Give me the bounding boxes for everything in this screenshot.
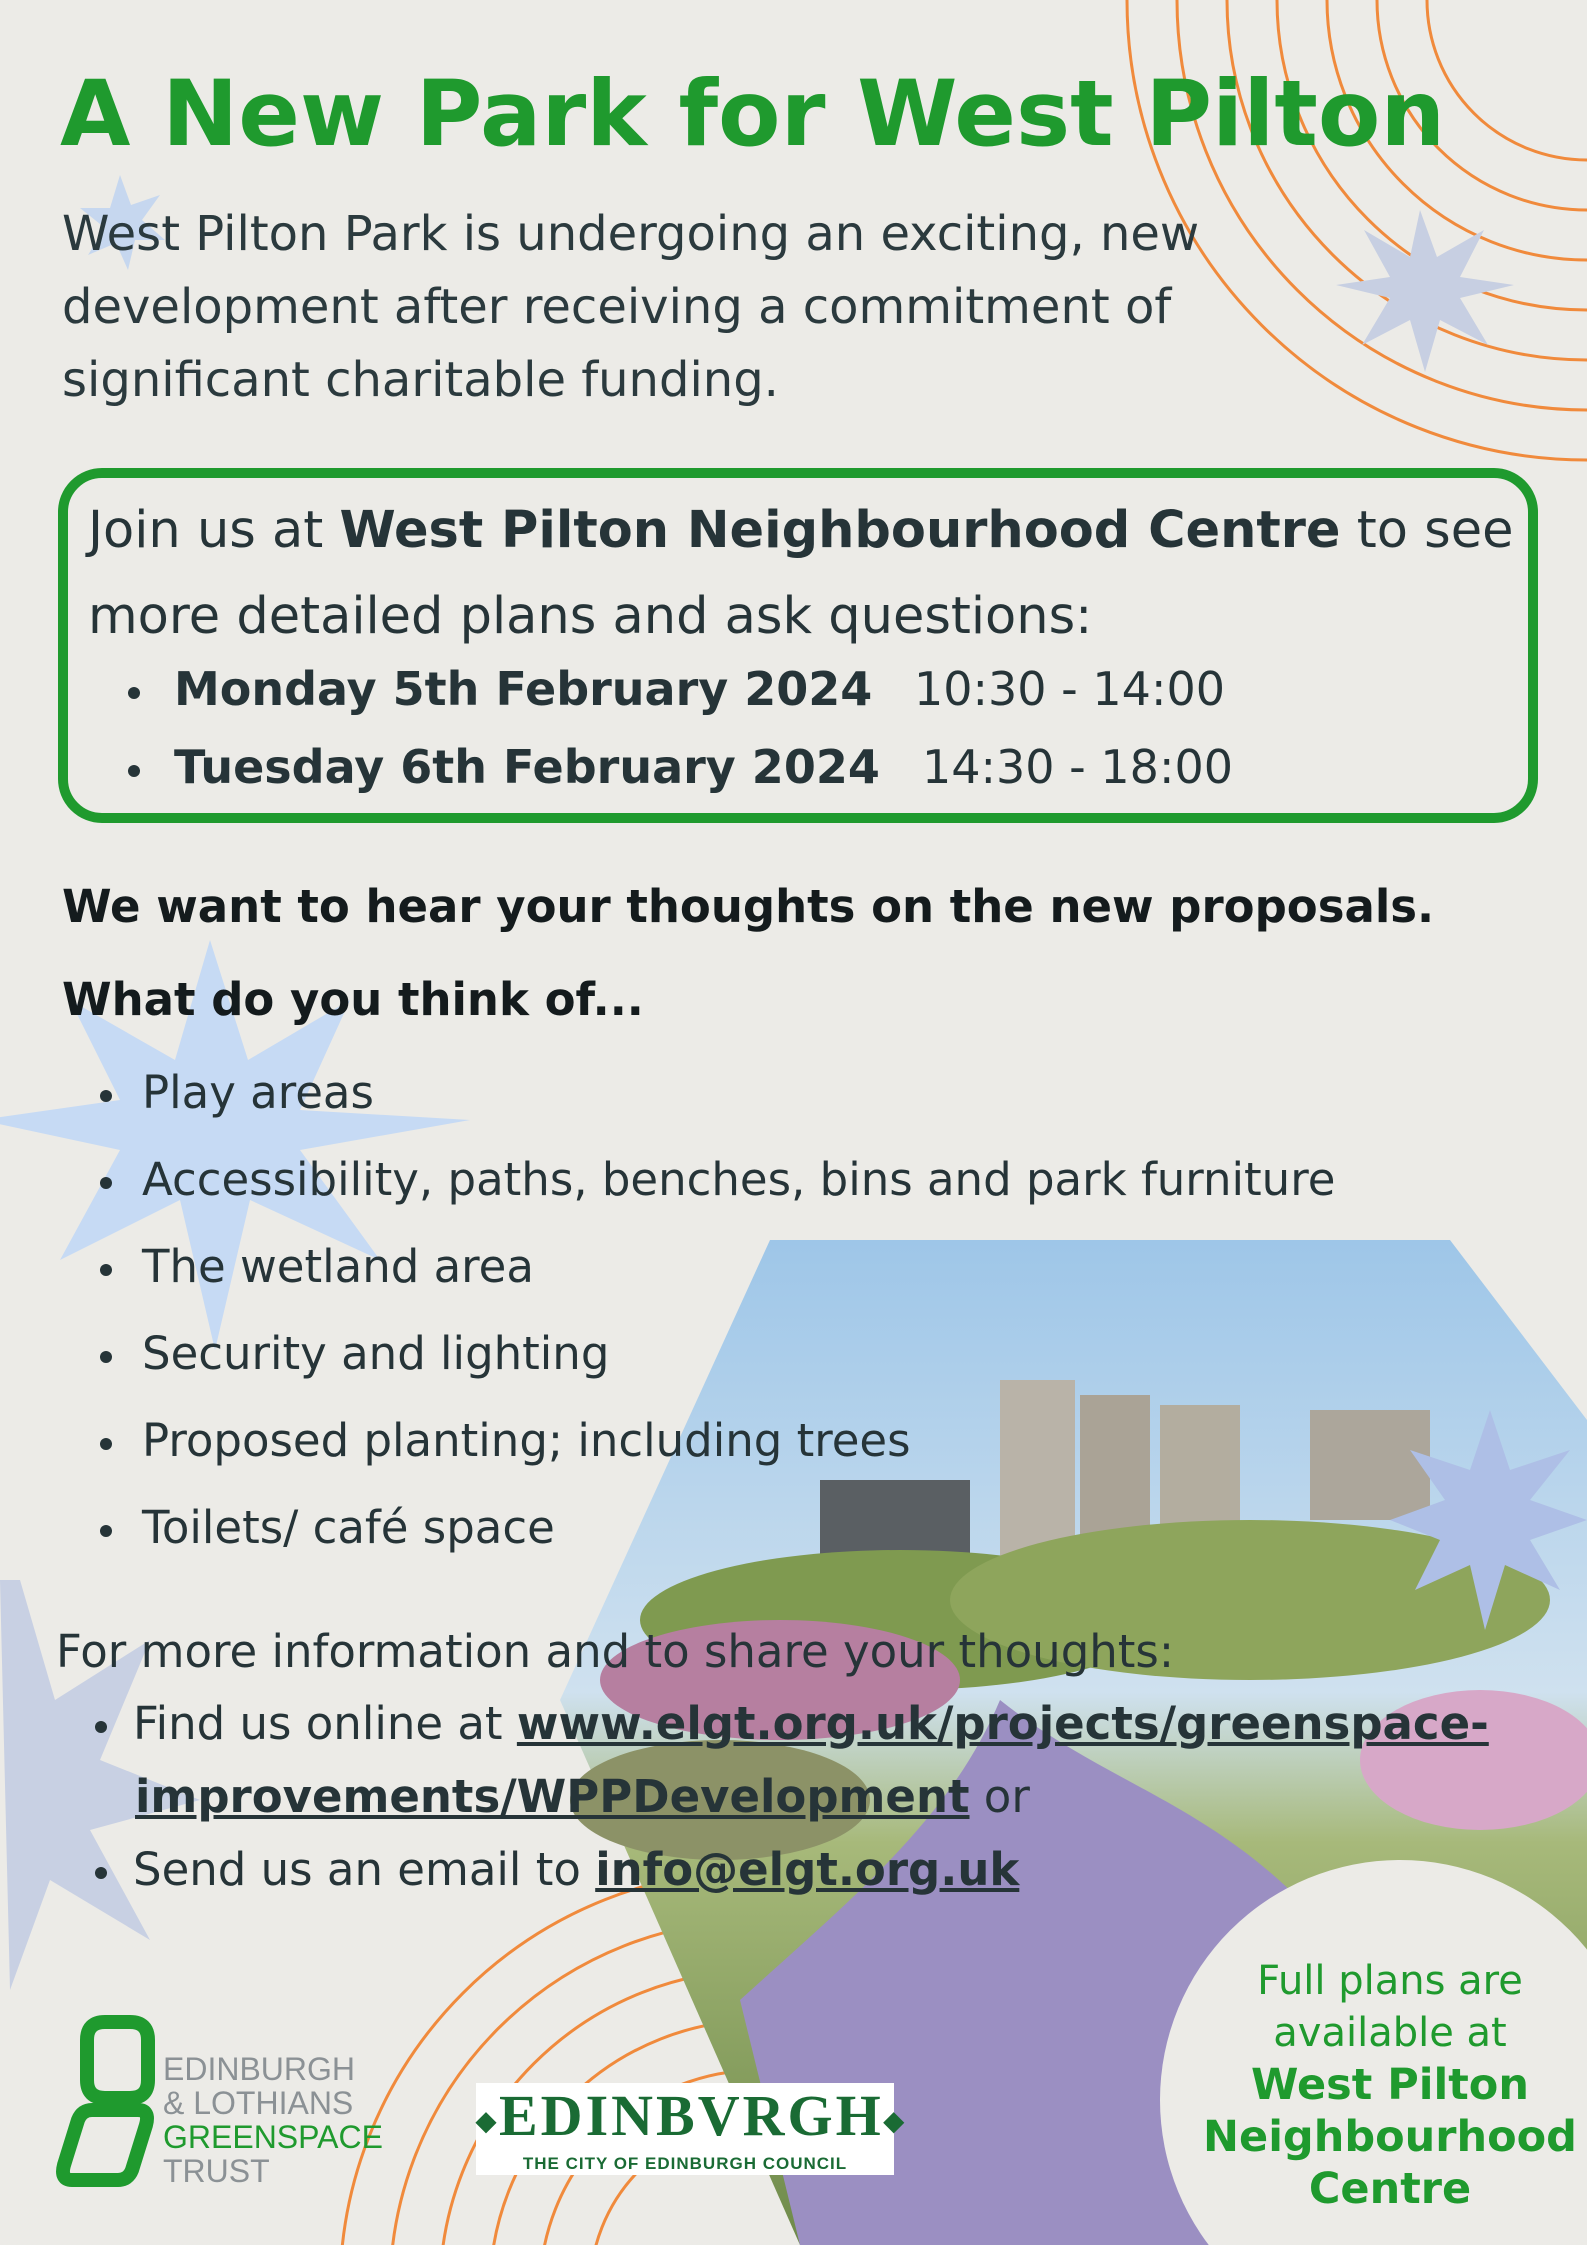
council-name bbox=[476, 2083, 907, 2155]
session-time: 10:30 - 14:00 bbox=[914, 662, 1225, 716]
elgt-line: GREENSPACE bbox=[163, 2119, 383, 2155]
intro-paragraph: West Pilton Park is undergoing an exciting, new development after receiving a commitment of significant charitable funding. bbox=[62, 206, 1200, 408]
diamond-icon: ◆ bbox=[883, 2106, 907, 2136]
online-suffix: or bbox=[969, 1770, 1030, 1823]
plans-venue-1: West Pilton bbox=[1251, 2060, 1529, 2110]
email-line bbox=[95, 1843, 1019, 1896]
elgt-line: TRUST bbox=[163, 2153, 270, 2189]
email-link[interactable]: info@elgt.org.uk bbox=[595, 1843, 1020, 1896]
bullet-icon bbox=[128, 687, 140, 699]
elgt-line: EDINBURGH bbox=[163, 2051, 356, 2087]
topic-label: Security and lighting bbox=[142, 1327, 610, 1380]
join-suffix: to see more detailed plans and ask questions: bbox=[88, 501, 1514, 646]
bullet-icon bbox=[95, 1721, 107, 1733]
online-prefix: Find us online at bbox=[133, 1697, 517, 1750]
join-prefix: Join us at bbox=[88, 501, 340, 560]
session-row bbox=[128, 740, 1233, 794]
plans-venue-2: Neighbourhood bbox=[1203, 2112, 1577, 2162]
topic-label: Play areas bbox=[142, 1066, 374, 1119]
join-venue: West Pilton Neighbourhood Centre bbox=[339, 501, 1341, 560]
elgt-line: & LOTHIANS bbox=[163, 2085, 354, 2121]
online-link-part-2[interactable]: improvements/WPPDevelopment bbox=[135, 1770, 970, 1823]
session-date: Tuesday 6th February 2024 bbox=[174, 740, 880, 794]
plans-line-1: Full plans are bbox=[1257, 1958, 1523, 2004]
bullet-icon bbox=[95, 1867, 107, 1879]
online-link-part-1[interactable]: www.elgt.org.uk/projects/greenspace- bbox=[516, 1697, 1489, 1750]
bullet-icon bbox=[100, 1264, 112, 1276]
list-item bbox=[100, 1153, 1335, 1206]
council-name-text: EDINBVRGH bbox=[499, 2083, 884, 2148]
more-info-heading: For more information and to share your thoughts: bbox=[56, 1625, 1175, 1678]
session-row bbox=[128, 662, 1225, 716]
list-item bbox=[100, 1501, 555, 1554]
plans-venue-3: Centre bbox=[1308, 2164, 1472, 2214]
hear-heading: We want to hear your thoughts on the new proposals. bbox=[62, 880, 1435, 933]
topic-label: The wetland area bbox=[142, 1240, 534, 1293]
topic-label: Toilets/ café space bbox=[142, 1501, 555, 1554]
list-item bbox=[100, 1066, 374, 1119]
bullet-icon bbox=[100, 1177, 112, 1189]
plans-callout bbox=[1170, 1955, 1587, 2215]
bullet-icon bbox=[100, 1438, 112, 1450]
bullet-icon bbox=[128, 765, 140, 777]
list-item bbox=[100, 1327, 609, 1380]
council-subtitle: THE CITY OF EDINBURGH COUNCIL bbox=[522, 2153, 848, 2173]
session-date: Monday 5th February 2024 bbox=[174, 662, 873, 716]
elgt-logo-mark bbox=[63, 2022, 148, 2180]
plans-line-2: available at bbox=[1273, 2010, 1507, 2056]
elgt-logo-text bbox=[163, 2052, 383, 2188]
join-text bbox=[88, 488, 1538, 660]
bullet-icon bbox=[100, 1351, 112, 1363]
council-logo bbox=[476, 2083, 907, 2175]
diamond-icon: ◆ bbox=[476, 2106, 499, 2136]
online-line-2 bbox=[135, 1770, 1030, 1823]
bullet-icon bbox=[100, 1525, 112, 1537]
topic-label: Accessibility, paths, benches, bins and park furniture bbox=[142, 1153, 1336, 1206]
session-time: 14:30 - 18:00 bbox=[922, 740, 1233, 794]
think-heading: What do you think of... bbox=[62, 973, 644, 1026]
page-title: A New Park for West Pilton bbox=[60, 62, 1446, 167]
list-item bbox=[100, 1240, 534, 1293]
topic-label: Proposed planting; including trees bbox=[142, 1414, 911, 1467]
online-line-1 bbox=[95, 1697, 1489, 1750]
bullet-icon bbox=[100, 1090, 112, 1102]
email-prefix: Send us an email to bbox=[133, 1843, 596, 1896]
list-item bbox=[100, 1414, 911, 1467]
